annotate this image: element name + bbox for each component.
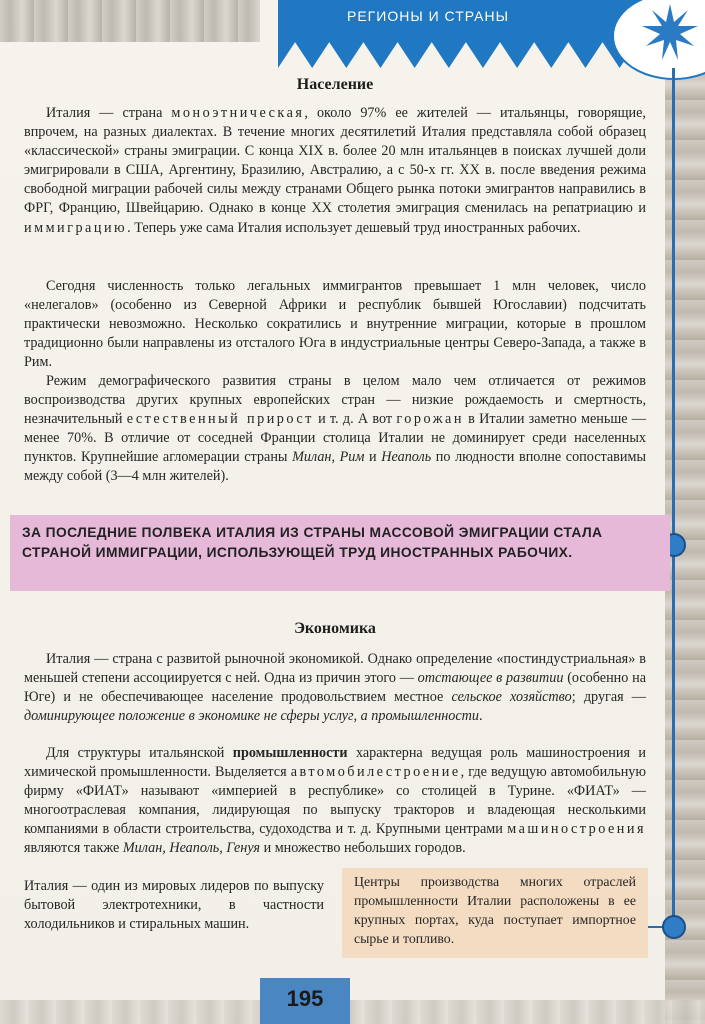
paragraph-population-1: Италия — страна моноэтническая, около 97% ее жителей — итальянцы, говорящие, впрочем, на разных диалектах. В течение многих десятилетий Италия представляла собой образец «классической» страны эмиграции. С конца XIX в. более 20 млн итальянцев в поисках лучшей доли эмигрировали в США, Аргентину, Бразилию, Австралию, а с 50-х гг. XX в. после введения режима свободной миграции рабочей силы между странами Общего рынка потоки эмигрантов направились в ФРГ, Францию, Швейцарию. Однако в конце XX столетия эмиграция сменилась на репатриацию и иммиграцию. Теперь уже сама Италия использует дешевый труд иностранных рабочих. [24, 105, 646, 236]
star-icon [642, 4, 698, 60]
city-photo-strip-top [0, 0, 260, 42]
heading-population: Население [296, 76, 374, 93]
city-photo-strip-bottom [0, 1000, 705, 1024]
heading-economy: Экономика [294, 620, 376, 637]
page-number: 195 [260, 978, 350, 1024]
paragraph-population-2: Сегодня численность только легальных иммигрантов превышает 1 млн человек, число «нелегалов» (особенно из Северной Африки и республик бывшей Югославии) подсчитать практически невозможно. Несколько сократились и внутренние миграции, которые в прошлом традиционно были направлены из отсталого Юга в индустриальные центры Северо-Запада, а также в Рим. [24, 278, 646, 371]
side-rule [672, 68, 675, 928]
key-idea-callout: ЗА ПОСЛЕДНИЕ ПОЛВЕКА ИТАЛИЯ ИЗ СТРАНЫ МАССОВОЙ ЭМИГРАЦИИ СТАЛА СТРАНОЙ ИММИГРАЦИИ, ИСПОЛЬЗУЮЩЕЙ ТРУД ИНОСТРАННЫХ РАБОЧИХ. [10, 515, 670, 591]
paragraph-economy-3: Италия — один из мировых лидеров по выпуску бытовой электротехники, в частности холодильников и стиральных машин. [24, 878, 324, 933]
paragraph-economy-1: Италия — страна с развитой рыночной экономикой. Однако определение «постиндустриальная» в меньшей степени ассоциируется с ней. Одна из причин этого — отстающее в развитии (особенно на Юге) и не обеспечивающее население продовольствием местное сельское хозяйство; другая — доминирующее положение в экономике не сферы услуг, а промышленности. [24, 651, 646, 725]
paragraph-population-3: Режим демографического развития страны в целом мало чем отличается от режимов воспроизводства других крупных европейских стран — низкие рождаемость и смертность, незначительный естественный прирост и т. д. А вот горожан в Италии заметно меньше — менее 70%. В отличие от соседней Франции столица Италии не доминирует среди населенных пунктов. Крупнейшие агломерации страны Милан, Рим и Неаполь по людности вполне сопоставимы между собой (3—4 млн жителей). [24, 373, 646, 485]
paragraph-economy-2: Для структуры итальянской промышленности характерна ведущая роль машиностроения и химической промышленности. Выделяется автомобилестроение, где ведущую автомобильную фирму «ФИАТ» называют «империей в республике» со столицей в Турине. «ФИАТ» — многоотраслевая компания, лидирующая по выпуску тракторов и владеющая несколькими компаниями в области строительства, судоходства и т. д. Крупными центрами машиностроения являются также Милан, Неаполь, Генуя и множество небольших городов. [24, 745, 647, 857]
note-box: Центры производства многих отраслей промышленности Италии расположены в ее крупных портах, куда поступает импортное сырье и топливо. [342, 868, 648, 958]
section-title: РЕГИОНЫ И СТРАНЫ [347, 8, 509, 24]
sidebox-marker-dot [662, 915, 686, 939]
